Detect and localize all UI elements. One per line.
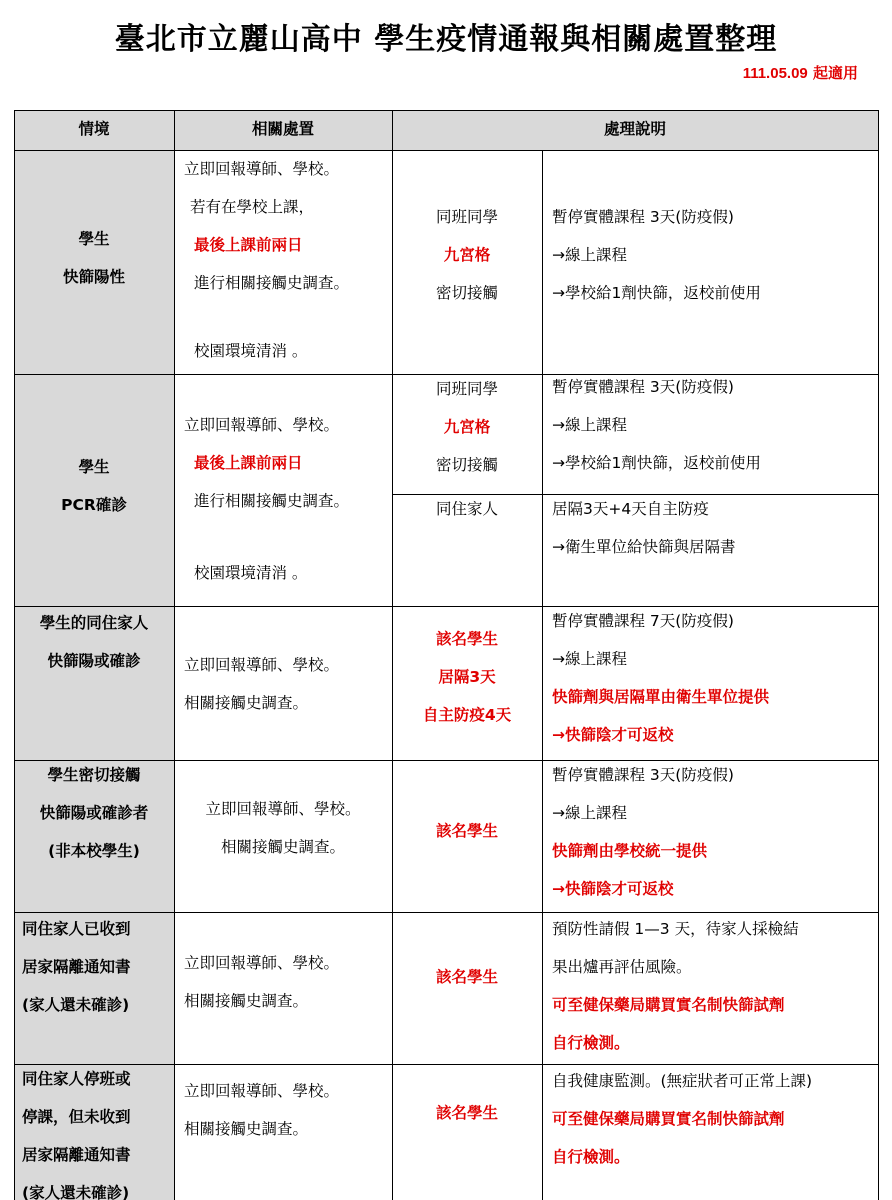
row2-target: 同班同學 九宮格 密切接觸 bbox=[435, 380, 498, 474]
row1-situation: 學生 快篩陽性 bbox=[62, 230, 125, 286]
row6-action: 立即回報導師、學校。 相關接觸史調查。 bbox=[184, 1082, 340, 1138]
row3-action: 立即回報導師、學校。 相關接觸史調查。 bbox=[184, 656, 340, 712]
header-explain: 處理說明 bbox=[603, 120, 666, 138]
row6-target: 該名學生 bbox=[435, 1104, 498, 1122]
row5-explain: 預防性請假 1—3 天，待家人採檢結 果出爐再評估風險。 可至健保藥局購買實名制快篩試劑 自行檢測。 bbox=[552, 920, 799, 1052]
row-divider-3 bbox=[14, 760, 879, 761]
table-border-left bbox=[14, 110, 15, 1200]
header-action: 相關處置 bbox=[251, 120, 314, 138]
row2-situation: 學生 PCR確診 bbox=[61, 458, 127, 514]
row-divider-2 bbox=[14, 606, 879, 607]
row2-target2: 同住家人 bbox=[435, 500, 498, 518]
row3-explain: 暫停實體課程 7天(防疫假) →線上課程 快篩劑與居隔單由衛生單位提供 →快篩陰才可返校 bbox=[552, 612, 770, 744]
table-border-right bbox=[878, 110, 879, 1200]
row1-target: 同班同學 九宮格 密切接觸 bbox=[435, 208, 498, 302]
row2-explain2: 居隔3天+4天自主防疫 →衛生單位給快篩與居隔書 bbox=[552, 500, 736, 556]
row6-situation: 同住家人停班或 停課，但未收到 居家隔離通知書 (家人還未確診) bbox=[22, 1070, 131, 1200]
row-divider-1 bbox=[14, 374, 879, 375]
row2-explain: 暫停實體課程 3天(防疫假) →線上課程 →學校給1劑快篩，返校前使用 bbox=[552, 378, 761, 472]
row3-situation: 學生的同住家人 快篩陽或確診 bbox=[39, 614, 149, 670]
table-border-top bbox=[14, 110, 879, 111]
page-title: 臺北市立麗山高中 學生疫情通報與相關處置整理 bbox=[114, 22, 778, 57]
effective-date-suffix: 起適用 bbox=[807, 64, 858, 82]
row1-explain: 暫停實體課程 3天(防疫假) →線上課程 →學校給1劑快篩，返校前使用 bbox=[552, 208, 761, 302]
row5-action: 立即回報導師、學校。 相關接觸史調查。 bbox=[184, 954, 340, 1010]
row-divider-2-inner bbox=[392, 494, 879, 495]
header-situation: 情境 bbox=[78, 120, 110, 138]
column-divider-2 bbox=[392, 110, 393, 1200]
column-divider-1 bbox=[174, 110, 175, 1200]
row4-situation: 學生密切接觸 快篩陽或確診者 (非本校學生) bbox=[39, 766, 149, 860]
row-divider-4 bbox=[14, 912, 879, 913]
effective-date bbox=[743, 62, 858, 83]
row4-target: 該名學生 bbox=[435, 822, 498, 840]
row4-action: 立即回報導師、學校。 相關接觸史調查。 bbox=[205, 800, 361, 856]
row3-target: 該名學生 居隔3天 自主防疫4天 bbox=[422, 630, 512, 724]
effective-date-number: 111.05.09 bbox=[742, 65, 808, 82]
row5-target: 該名學生 bbox=[435, 968, 498, 986]
row-divider-header bbox=[14, 150, 879, 151]
row-divider-5 bbox=[14, 1064, 879, 1065]
row4-explain: 暫停實體課程 3天(防疫假) →線上課程 快篩劑由學校統一提供 →快篩陰才可返校 bbox=[552, 766, 734, 898]
row1-action: 立即回報導師、學校。 若有在學校上課， 最後上課前兩日 進行相關接觸史調查。 校園環境清消 。 bbox=[184, 160, 350, 360]
row6-explain: 自我健康監測。(無症狀者可正常上課) 可至健保藥局購買實名制快篩試劑 自行檢測。 bbox=[552, 1072, 813, 1166]
row5-situation: 同住家人已收到 居家隔離通知書 (家人還未確診) bbox=[22, 920, 131, 1014]
column-divider-3 bbox=[542, 150, 543, 1200]
row2-action: 立即回報導師、學校。 最後上課前兩日 進行相關接觸史調查。 校園環境清消 。 bbox=[184, 416, 350, 582]
